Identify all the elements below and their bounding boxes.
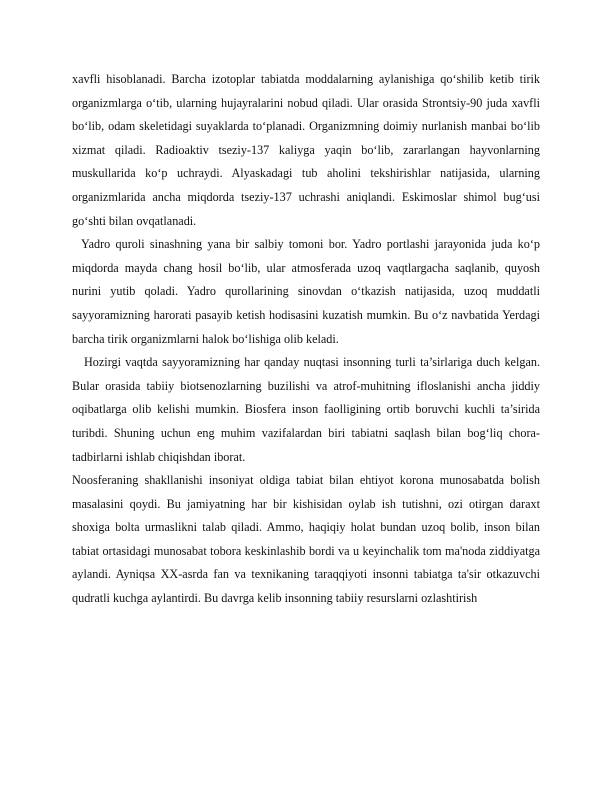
document-page [72,68,540,611]
paragraph-nuclear-weapons: Yadro quroli sinashning yana bir salbiy tomoni bor. Yadro portlashi jarayonida juda ko‘p miqdorda mayda chang hosil bo‘lib, ular atmosferada uzoq vaqtlargacha saqlanib, quyosh nurini yutib qoladi. Yadro qurollarining sinovdan o‘tkazish natijasida, uzoq muddatli sayyoramizning harorati pasayib ketish hodisasini kuzatish mumkin. Bu o‘z navbatida Yerdagi barcha tirik organizmlarni halok bo‘lishiga olib keladi. [72,237,540,346]
paragraph-noosphere: Noosferaning shakllanishi insoniyat oldiga tabiat bilan ehtiyot korona munosabatda bolish masalasini qoydi. Bu jamiyatning har bir kishisidan oylab ish tutishni, ozi otirgan daraxt shoxiga bolta urmaslikni talab qiladi. Ammo, haqiqiy holat bundan uzoq bolib, inson bilan tabiat ortasidagi munosabat tobora keskinlashib bordi va u keyinchalik tom ma'noda ziddiyatga aylandi. Ayniqsa XX-asrda fan va texnikaning taraqqiyoti insonni tabiatga ta'sir otkazuvchi qudratli kuchga aylantirdi. Bu davrga kelib insonning tabiiy resurslarni ozlashtirish [72,473,540,606]
paragraph-biosphere-impact: Hozirgi vaqtda sayyoramizning har qanday nuqtasi insonning turli ta’sirlariga duch kelgan. Bular orasida tabiiy biotsenozlarning buzilishi va atrof-muhitning ifloslanishi ancha jiddiy oqibatlarga olib kelishi mumkin. Biosfera inson faolligining ortib boruvchi kuchli ta’sirida turibdi. Shuning uchun eng muhim vazifalardan biri tabiatni saqlash bilan bog‘liq chora-tadbirlarni ishlab chiqishdan iborat. [72,355,540,464]
paragraph-radioactive-isotopes: xavfli hisoblanadi. Barcha izotoplar tabiatda moddalarning aylanishiga qo‘shilib ketib tirik organizmlarga o‘tib, ularning hujayralarini nobud qiladi. Ular orasida Strontsiy-90 juda xavfli bo‘lib, odam skeletidagi suyaklarda to‘planadi. Organizmning doimiy nurlanish manbai bo‘lib xizmat qiladi. Radioaktiv tseziy-137 kaliyga yaqin bo‘lib, zararlangan hayvonlarning muskullarida ko‘p uchraydi. Alyaskadagi tub aholini tekshirishlar natijasida, ularning organizmlarida ancha miqdorda tseziy-137 uchrashi aniqlandi. Eskimoslar shimol bug‘usi go‘shti bilan ovqatlanadi. [72,72,540,228]
